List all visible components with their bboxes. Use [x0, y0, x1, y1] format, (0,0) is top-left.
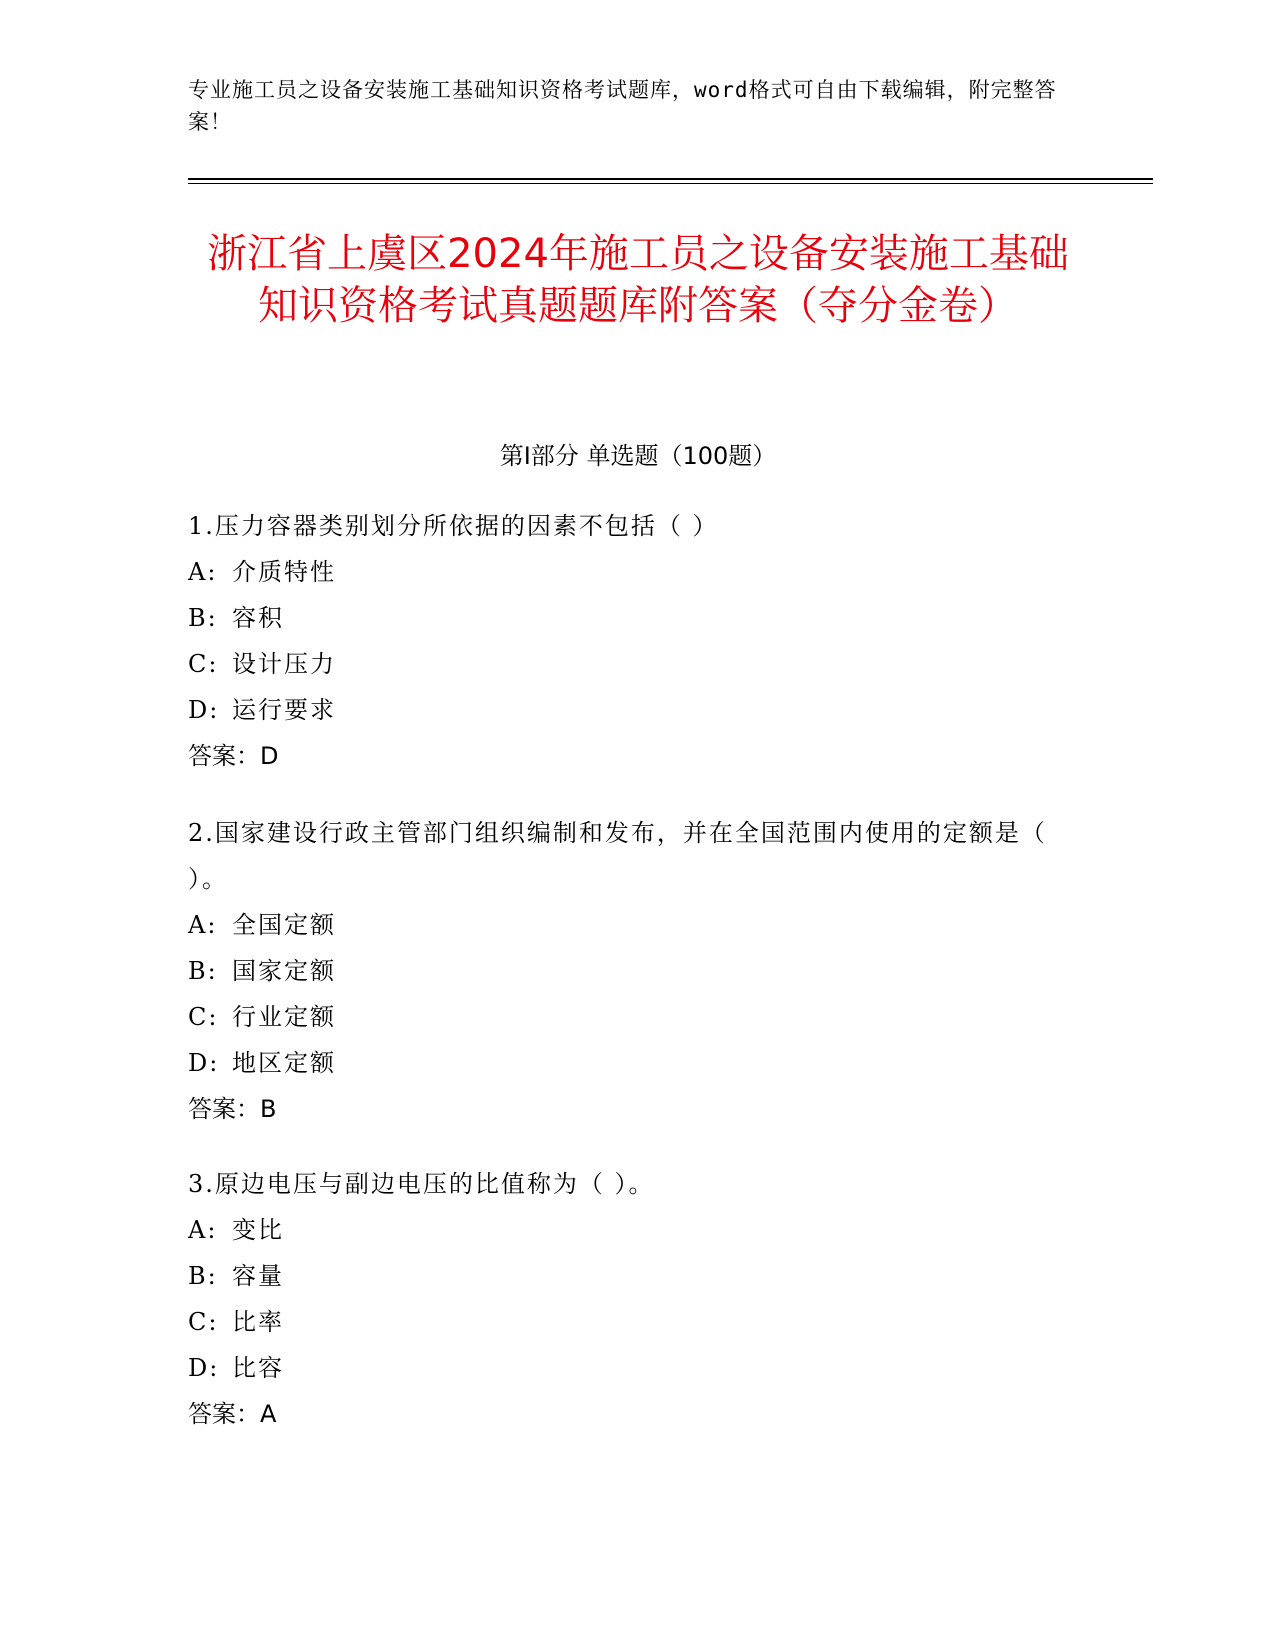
option-d	[188, 1345, 1068, 1391]
option-b	[188, 1253, 1068, 1299]
option-letter: D:	[188, 1049, 220, 1077]
question-2	[188, 810, 1068, 1132]
option-letter: C:	[188, 1308, 219, 1336]
header-divider-thick	[188, 178, 1153, 180]
option-text: 容量	[232, 1262, 284, 1290]
option-text: 变比	[232, 1216, 284, 1244]
option-letter: A:	[188, 1216, 218, 1244]
header-divider-thin	[188, 183, 1153, 184]
option-c	[188, 1299, 1068, 1345]
option-letter: A:	[188, 558, 218, 586]
option-letter: D:	[188, 696, 220, 724]
option-d	[188, 687, 1068, 733]
option-text: 比容	[232, 1354, 284, 1382]
option-text: 容积	[232, 604, 284, 632]
answer: 答案：D	[188, 742, 279, 770]
option-text: 比率	[232, 1308, 284, 1336]
option-c	[188, 641, 1068, 687]
question-1	[188, 503, 1068, 779]
option-text: 介质特性	[232, 558, 336, 586]
option-a	[188, 549, 1068, 595]
option-letter: B:	[188, 957, 218, 985]
document-title: 浙江省上虞区2024年施工员之设备安装施工基础知识资格考试真题题库附答案（夺分金卷）	[207, 231, 1069, 329]
option-b	[188, 595, 1068, 641]
answer: 答案：A	[188, 1400, 277, 1428]
option-letter: D:	[188, 1354, 220, 1382]
question-3	[188, 1161, 1068, 1437]
question-stem: 1.压力容器类别划分所依据的因素不包括（ ）	[188, 512, 719, 540]
option-b	[188, 948, 1068, 994]
option-c	[188, 994, 1068, 1040]
option-letter: C:	[188, 650, 219, 678]
option-a	[188, 902, 1068, 948]
option-text: 行业定额	[232, 1003, 336, 1031]
option-text: 运行要求	[232, 696, 336, 724]
question-stem: 3.原边电压与副边电压的比值称为（ ）。	[188, 1170, 655, 1198]
option-letter: C:	[188, 1003, 219, 1031]
section-heading: 第I部分 单选题（100题）	[499, 442, 777, 470]
answer: 答案：B	[188, 1095, 277, 1123]
option-letter: A:	[188, 911, 218, 939]
question-stem: 2.国家建设行政主管部门组织编制和发布，并在全国范围内使用的定额是（ ）。	[188, 819, 1047, 893]
header-note: 专业施工员之设备安装施工基础知识资格考试题库，word格式可自由下载编辑，附完整答案！	[188, 78, 1057, 134]
option-text: 地区定额	[232, 1049, 336, 1077]
option-text: 国家定额	[232, 957, 336, 985]
option-a	[188, 1207, 1068, 1253]
option-letter: B:	[188, 604, 218, 632]
option-text: 设计压力	[232, 650, 336, 678]
option-d	[188, 1040, 1068, 1086]
option-text: 全国定额	[232, 911, 336, 939]
option-letter: B:	[188, 1262, 218, 1290]
